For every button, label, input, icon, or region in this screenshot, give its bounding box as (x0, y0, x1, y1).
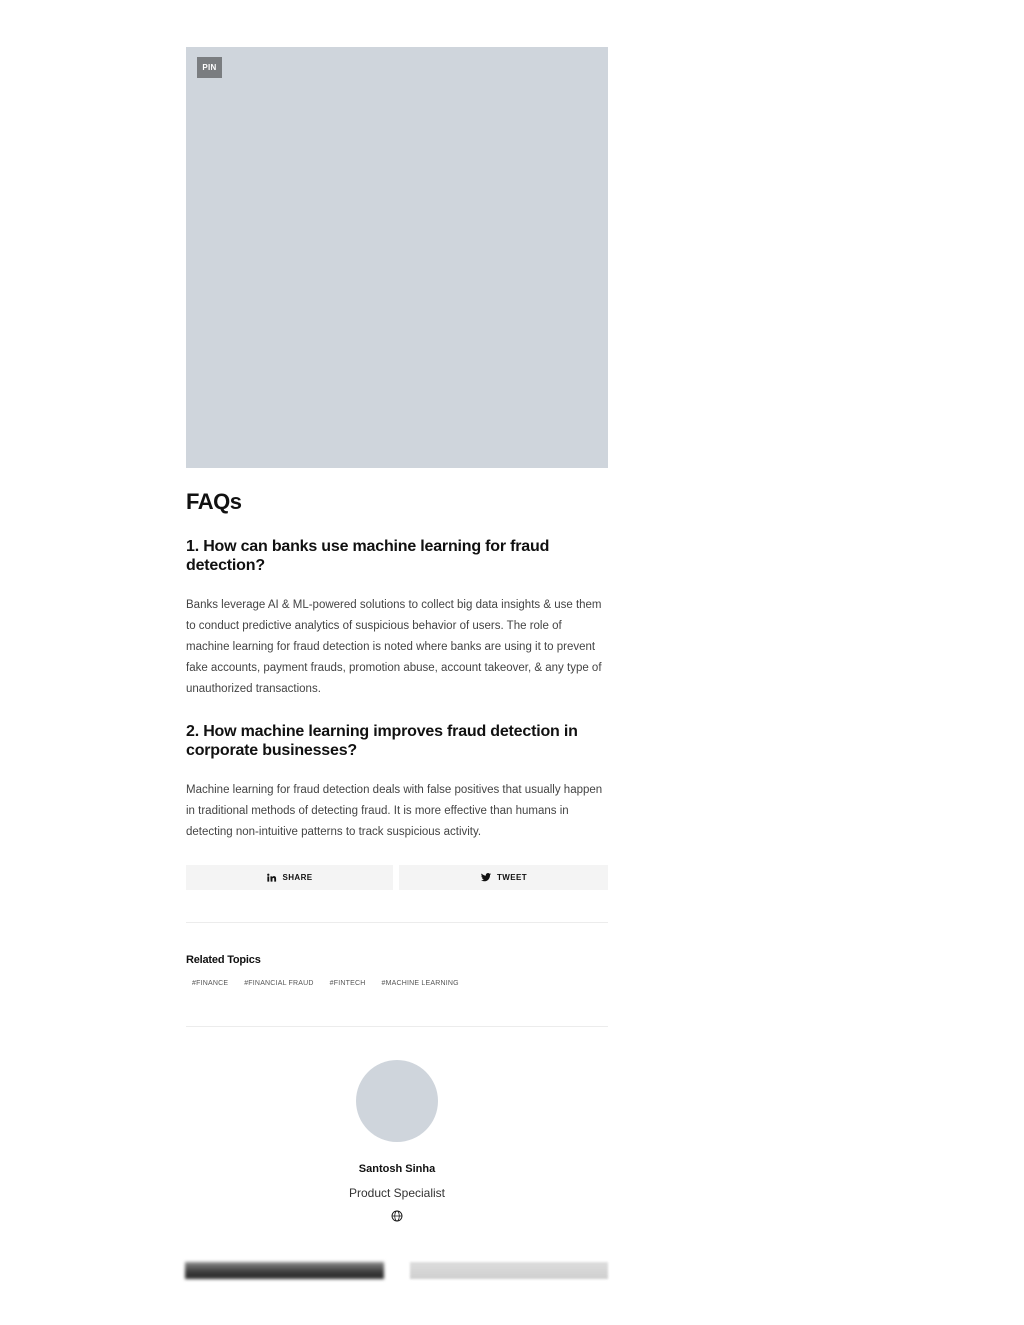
author-box (186, 1060, 608, 1227)
faq-answer-1: Banks leverage AI & ML-powered solutions to collect big data insights & use them to conduct predictive analytics of suspicious behavior of users. The role of machine learning for fraud detection is noted where banks are using it to prevent fake accounts, payment frauds, promotion abuse, account takeover, & any type of unauthorized transactions. (186, 599, 602, 695)
share-bar (186, 865, 608, 890)
related-posts (185, 1262, 609, 1279)
avatar[interactable] (356, 1060, 438, 1142)
twitter-icon (480, 872, 492, 883)
twitter-share-button[interactable] (399, 865, 608, 890)
hero-image (186, 47, 608, 468)
twitter-share-label: TWEET (497, 873, 527, 882)
related-post-thumbnail[interactable] (410, 1262, 608, 1279)
tag-machine-learning[interactable]: #MACHINE LEARNING (381, 980, 459, 987)
divider (186, 1026, 608, 1027)
tag-fintech[interactable]: #FINTECH (329, 980, 366, 987)
related-post-thumbnail[interactable] (185, 1262, 384, 1279)
linkedin-icon (266, 872, 277, 883)
author-name[interactable]: Santosh Sinha (358, 1163, 436, 1175)
faq-heading: FAQs (186, 489, 242, 514)
faq-answer-2: Machine learning for fraud detection deals with false positives that usually happen in traditional methods of detecting fraud. It is more effective than humans in detecting non-intuitive patterns to track suspicious activity. (186, 784, 603, 838)
globe-icon[interactable] (391, 1210, 403, 1222)
tag-finance[interactable]: #FINANCE (192, 980, 229, 987)
tag-financial-fraud[interactable]: #FINANCIAL FRAUD (244, 980, 314, 987)
faq-question-2: 2. How machine learning improves fraud detection in corporate businesses? (186, 723, 578, 759)
tag-list (186, 978, 469, 989)
divider (186, 922, 608, 923)
linkedin-share-label: SHARE (282, 873, 313, 882)
author-role: Product Specialist (348, 1186, 446, 1200)
related-topics-heading: Related Topics (186, 954, 261, 966)
linkedin-share-button[interactable] (186, 865, 393, 890)
faq-question-1: 1. How can banks use machine learning for fraud detection? (186, 538, 550, 574)
article (186, 47, 608, 1200)
pin-button[interactable]: PIN (197, 57, 222, 78)
